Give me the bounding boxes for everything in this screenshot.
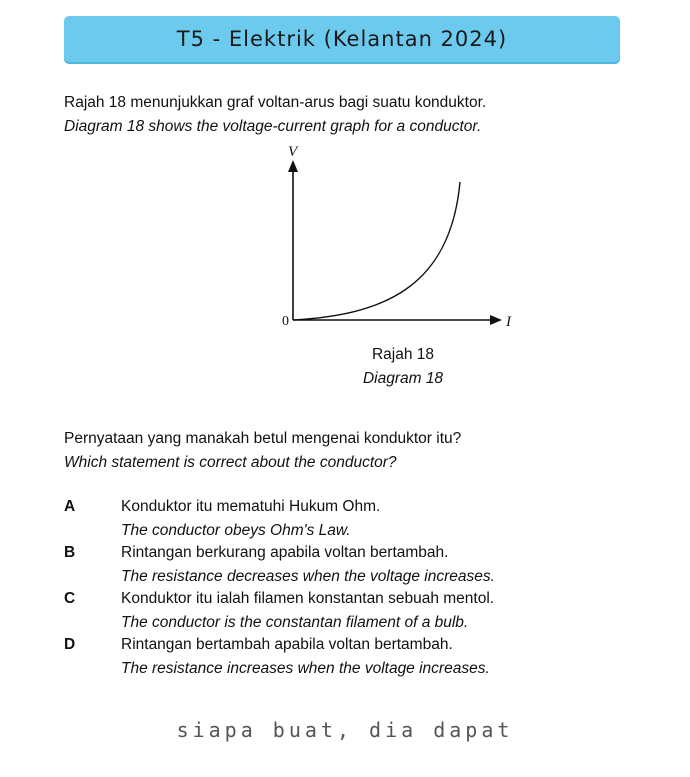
option-a-text-english: The conductor obeys Ohm's Law. — [121, 522, 351, 539]
option-b-letter: B — [64, 544, 76, 561]
option-b-text-malay: Rintangan berkurang apabila voltan bertambah. — [121, 544, 449, 561]
title-banner — [64, 16, 620, 62]
option-d-text-malay: Rintangan bertambah apabila voltan bertambah. — [121, 636, 453, 653]
footer-slogan: siapa buat, dia dapat — [176, 718, 514, 742]
option-c-text-malay: Konduktor itu ialah filamen konstantan sebuah mentol. — [121, 590, 495, 607]
option-b-text-english: The resistance decreases when the voltage increases. — [121, 568, 495, 585]
vi-curve — [293, 182, 460, 320]
question-text-malay: Pernyataan yang manakah betul mengenai konduktor itu? — [64, 430, 462, 447]
page-title: T5 - Elektrik (Kelantan 2024) — [176, 27, 508, 51]
intro-text-malay: Rajah 18 menunjukkan graf voltan-arus bagi suatu konduktor. — [64, 94, 487, 111]
x-axis-arrow — [490, 315, 502, 325]
option-d-letter: D — [64, 636, 76, 653]
diagram-caption-malay: Rajah 18 — [371, 346, 435, 363]
y-axis-arrow — [288, 160, 298, 172]
option-c-text-english: The conductor is the constantan filament of a bulb. — [121, 614, 469, 631]
origin-label: 0 — [282, 314, 289, 329]
option-a-text-malay: Konduktor itu mematuhi Hukum Ohm. — [121, 498, 381, 515]
intro-text-english: Diagram 18 shows the voltage-current graph for a conductor. — [64, 118, 482, 135]
question-text-english: Which statement is correct about the conductor? — [64, 454, 397, 471]
option-c-letter: C — [64, 590, 76, 607]
option-d-text-english: The resistance increases when the voltage increases. — [121, 660, 490, 677]
voltage-current-graph — [270, 140, 530, 340]
x-axis-label: I — [506, 314, 511, 330]
y-axis-label: V — [288, 144, 298, 160]
diagram-caption-english: Diagram 18 — [362, 370, 444, 387]
option-a-letter: A — [64, 498, 76, 515]
